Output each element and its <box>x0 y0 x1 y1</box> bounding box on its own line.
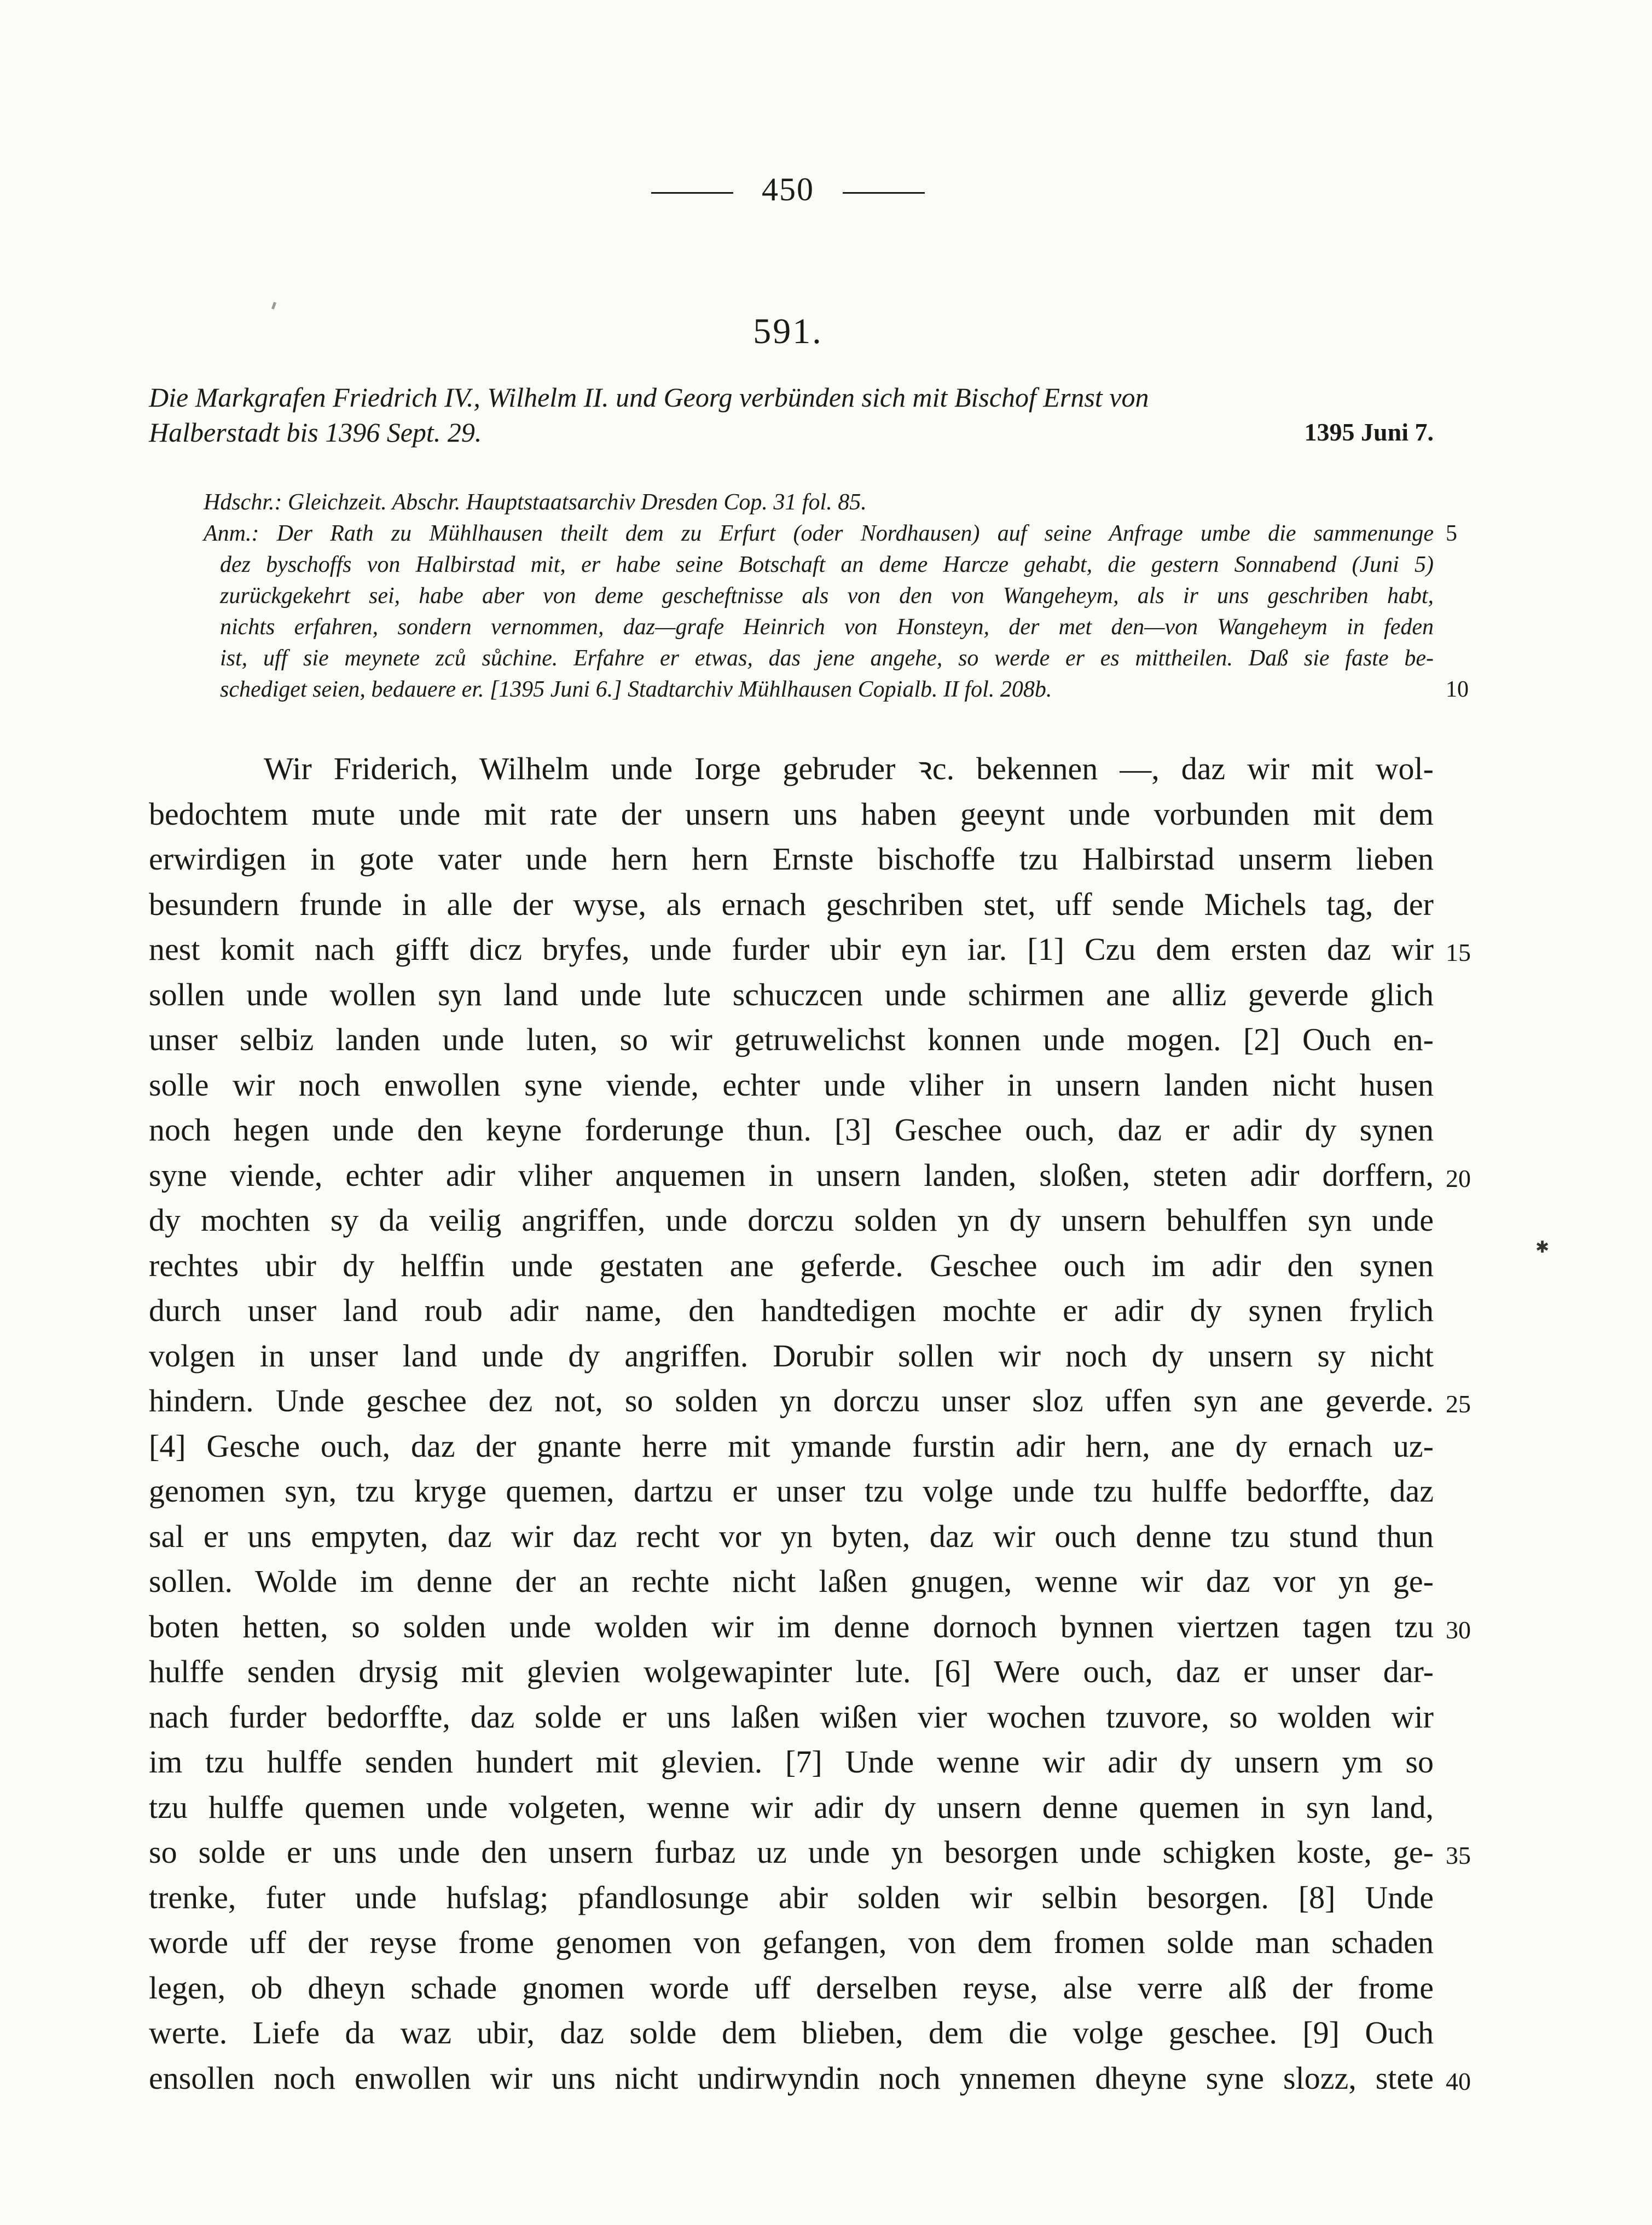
text-line-content: sollen unde wollen syn land unde lute schuczcen unde schirmen ane alliz geverde glich <box>149 976 1434 1012</box>
page-number-rule-left <box>651 192 733 194</box>
text-line <box>149 1334 1434 1379</box>
print-speck <box>271 302 276 310</box>
text-line-content: genomen syn, tzu kryge quemen, dartzu er unser tzu volge unde tzu hulffe bedorffte, daz <box>149 1473 1434 1509</box>
text-line <box>149 746 1434 792</box>
line-number: 30 <box>1446 1615 1471 1644</box>
text-line-content: volgen in unser land unde dy angriffen. Dorubir sollen wir noch dy unsern sy nicht <box>149 1337 1434 1374</box>
text-line <box>149 1649 1434 1695</box>
text-line-content: trenke, futer unde hufslag; pfandlosunge abir solden wir selbin besorgen. [8] Unde <box>149 1879 1434 1915</box>
regest-date: 1395 Juni 7. <box>1304 418 1434 446</box>
text-line-content: dy mochten sy da veilig angriffen, unde dorczu solden yn dy unsern behulffen syn unde <box>149 1202 1434 1238</box>
line-number: 40 <box>1446 2067 1471 2095</box>
charter-text <box>149 746 1471 2101</box>
text-line <box>149 1695 1434 1740</box>
text-line <box>149 1288 1434 1334</box>
page-number-value: 450 <box>762 171 814 207</box>
annotation-line-text: schediget seien, bedauere er. [1395 Juni 6.] Stadtarchiv Mühlhausen Copialb. II fol. 208b. <box>220 677 1052 702</box>
text-line <box>149 1604 1471 1650</box>
annotation-line <box>149 674 1469 705</box>
text-line <box>149 1198 1434 1243</box>
text-line <box>149 1017 1434 1063</box>
text-line-content: Wir Friderich, Wilhelm unde Iorge gebruder ꝛc. bekennen —, daz wir mit wol- <box>264 751 1434 786</box>
text-line <box>149 2056 1471 2101</box>
manuscript-note: Hdschr.: Gleichzeit. Abschr. Hauptstaatsarchiv Dresden Cop. 31 fol. 85. <box>204 490 867 515</box>
text-line <box>149 1966 1434 2011</box>
text-line <box>149 1108 1434 1153</box>
annotation-line <box>149 643 1434 674</box>
text-line <box>149 1875 1434 1921</box>
line-number: 35 <box>1446 1841 1471 1869</box>
text-line <box>149 882 1434 928</box>
text-line-content: legen, ob dheyn schade gnomen worde uff derselben reyse, alse verre alß der frome <box>149 1969 1434 2006</box>
text-line <box>149 1514 1434 1560</box>
document-number: 591. <box>753 311 823 351</box>
line-number: 20 <box>1446 1164 1471 1192</box>
text-line-content: noch hegen unde den keyne forderunge thun. [3] Geschee ouch, daz er adir dy synen <box>149 1112 1434 1148</box>
text-line-content: boten hetten, so solden unde wolden wir im denne dornoch bynnen viertzen tagen tzu <box>149 1608 1434 1644</box>
margin-mark: ✱ <box>1535 1238 1550 1256</box>
text-line <box>149 1378 1471 1424</box>
annotation-line <box>149 518 1457 549</box>
text-line <box>149 1559 1434 1604</box>
page-number-rule-right <box>843 192 925 194</box>
text-line-content: tzu hulffe quemen unde volgeten, wenne wir adir dy unsern denne quemen in syn land, <box>149 1789 1434 1825</box>
text-line <box>149 1469 1434 1514</box>
text-line-content: ensollen noch enwollen wir uns nicht undirwyndin noch ynnemen dheyne syne slozz, stete <box>149 2060 1434 2096</box>
text-line-content: unser selbiz landen unde luten, so wir getruwelichst konnen unde mogen. [2] Ouch en- <box>149 1022 1434 1057</box>
text-line-content: besundern frunde in alle der wyse, als ernach geschriben stet, uff sende Michels tag, der <box>149 886 1434 922</box>
text-line-content: worde uff der reyse frome genomen von gefangen, von dem fromen solde man schaden <box>149 1925 1434 1960</box>
text-line-content: hindern. Unde geschee dez not, so solden yn dorczu unser sloz uffen syn ane geverde. <box>149 1383 1434 1418</box>
annotation-line <box>149 581 1434 612</box>
regest <box>149 380 1434 450</box>
page-number <box>0 171 1576 208</box>
annotation-line-text: ist, uff sie meynete zců sůchine. Erfahre er etwas, das jene angehe, so werde er es mittheilen. Daß sie faste be- <box>220 646 1434 671</box>
text-line <box>149 2010 1434 2056</box>
annotation-line <box>149 549 1434 581</box>
text-line <box>149 1153 1471 1198</box>
source-notes <box>149 487 1469 705</box>
text-line <box>149 1424 1434 1469</box>
text-line-content: rechtes ubir dy helffin unde gestaten ane geferde. Geschee ouch im adir den synen <box>149 1247 1434 1283</box>
text-line <box>149 1830 1471 1875</box>
line-number: 25 <box>1446 1390 1471 1418</box>
text-line-content: sollen. Wolde im denne der an rechte nicht laßen gnugen, wenne wir daz vor yn ge- <box>149 1563 1434 1599</box>
text-line <box>149 927 1471 972</box>
text-line-content: nach furder bedorffte, daz solde er uns laßen wißen vier wochen tzuvore, so wolden wir <box>149 1699 1434 1735</box>
annotation-note <box>149 518 1469 705</box>
text-line <box>149 1063 1434 1108</box>
annotation-line-text: dez byschoffs von Halbirstad mit, er habe seine Botschaft an deme Harcze gehabt, die gestern Sonnabend (Juni 5) <box>220 552 1434 577</box>
text-line <box>149 1920 1434 1966</box>
text-line <box>149 792 1434 837</box>
text-line-content: nest komit nach gifft dicz bryfes, unde furder ubir eyn iar. [1] Czu dem ersten daz wir <box>149 931 1434 967</box>
text-line-content: sal er uns empyten, daz wir daz recht vor yn byten, daz wir ouch denne tzu stund thun <box>149 1518 1434 1554</box>
line-number: 5 <box>1446 521 1457 546</box>
text-line-content: werte. Liefe da waz ubir, daz solde dem blieben, dem die volge geschee. [9] Ouch <box>149 2015 1434 2050</box>
text-line-content: hulffe senden drysig mit glevien wolgewapinter lute. [6] Were ouch, daz er unser dar- <box>149 1654 1434 1689</box>
text-line <box>149 1740 1434 1785</box>
text-line <box>149 1243 1434 1289</box>
text-line <box>149 972 1434 1018</box>
annotation-line-text: nichts erfahren, sondern vernommen, daz—grafe Heinrich von Honsteyn, der met den—von Wangeheym in feden <box>220 615 1434 640</box>
text-line-content: solle wir noch enwollen syne viende, echter unde vliher in unsern landen nicht husen <box>149 1067 1434 1103</box>
text-line-content: im tzu hulffe senden hundert mit glevien. [7] Unde wenne wir adir dy unsern ym so <box>149 1744 1434 1780</box>
text-line-content: so solde er uns unde den unsern furbaz uz unde yn besorgen unde schigken koste, ge- <box>149 1834 1434 1870</box>
line-number: 10 <box>1446 677 1469 702</box>
text-line-content: syne viende, echter adir vliher anquemen in unsern landen, sloßen, steten adir dorffern, <box>149 1157 1434 1193</box>
text-line-content: durch unser land roub adir name, den handtedigen mochte er adir dy synen frylich <box>149 1293 1434 1328</box>
text-line-content: bedochtem mute unde mit rate der unsern uns haben geeynt unde vorbunden mit dem <box>149 796 1434 832</box>
text-line-content: [4] Gesche ouch, daz der gnante herre mit ymande furstin adir hern, ane dy ernach uz- <box>149 1428 1434 1464</box>
text-line <box>149 1785 1434 1830</box>
line-number: 15 <box>1446 938 1471 966</box>
text-line-content: erwirdigen in gote vater unde hern hern Ernste bischoffe tzu Halbirstad unserm lieben <box>149 841 1434 877</box>
annotation-line-text: Anm.: Der Rath zu Mühlhausen theilt dem zu Erfurt (oder Nordhausen) auf seine Anfrage umbe die sammenunge <box>204 521 1434 546</box>
annotation-line-text: zurückgekehrt sei, habe aber von deme gescheftnisse als von den von Wangeheym, als ir uns geschriben habt, <box>220 583 1434 609</box>
regest-line: Die Markgrafen Friedrich IV., Wilhelm II. und Georg verbünden sich mit Bischof Ernst von <box>149 382 1149 413</box>
annotation-line <box>149 612 1434 643</box>
regest-line: Halberstadt bis 1396 Sept. 29. <box>149 417 482 448</box>
text-line <box>149 837 1434 882</box>
